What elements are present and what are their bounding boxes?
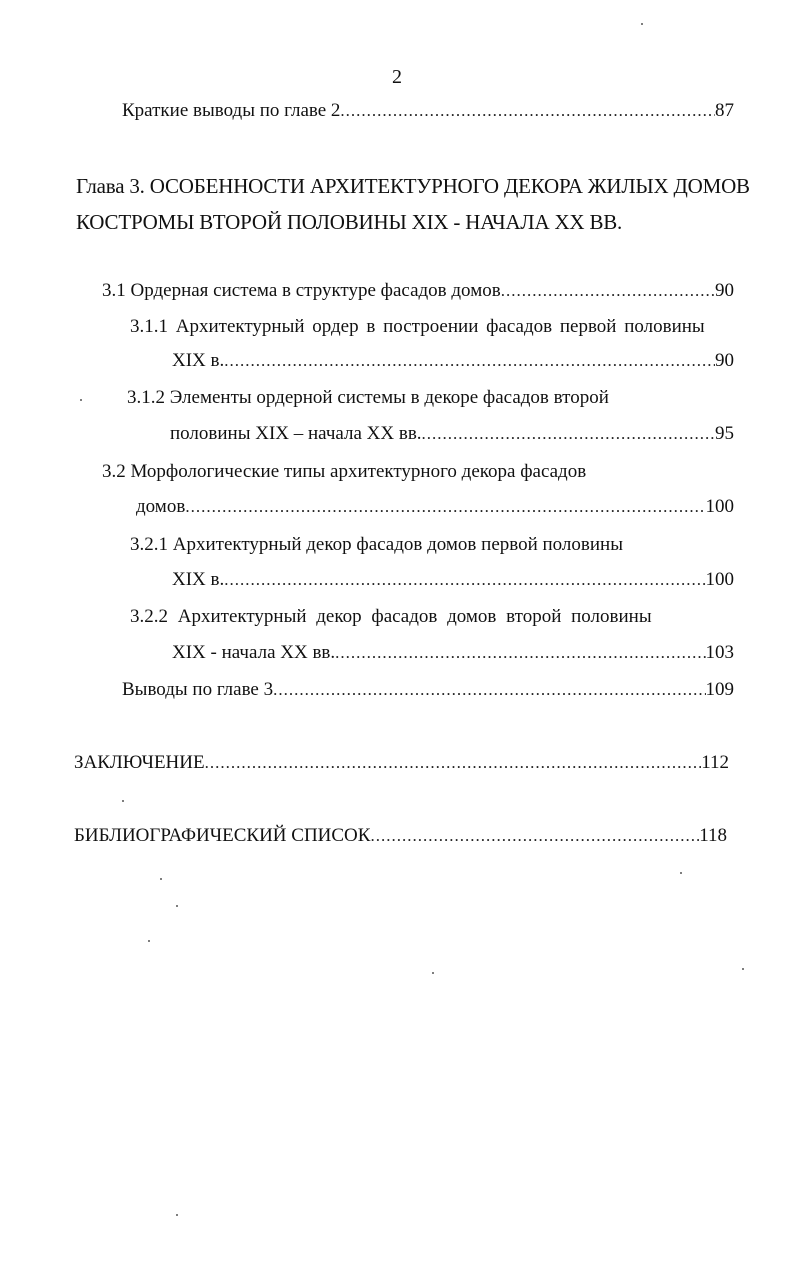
toc-entry-label: Выводы по главе 3 — [122, 679, 274, 700]
toc-entry-3-2-1-line1: 3.2.1 Архитектурный декор фасадов домов первой половины — [130, 534, 623, 555]
toc-entry-label: половины XIX – начала XX вв. — [170, 423, 422, 444]
toc-entry-3-1-1 — [172, 350, 734, 372]
scan-speck — [176, 905, 178, 907]
chapter-3-title-line2: КОСТРОМЫ ВТОРОЙ ПОЛОВИНЫ XIX - НАЧАЛА XX ВВ. — [76, 210, 623, 234]
toc-entry-label: XIX - начала XX вв. — [172, 642, 336, 663]
toc-entry-3-2 — [136, 496, 734, 518]
toc-entry-page: 112 — [701, 752, 729, 773]
scan-speck — [742, 968, 744, 970]
toc-entry-3-2-2-line1: 3.2.2 Архитектурный декор фасадов домов второй половины — [130, 606, 652, 627]
toc-entry-page: 90 — [715, 280, 734, 301]
dot-leader — [422, 423, 715, 445]
toc-entry-3-1-1-line1: 3.1.1 Архитектурный ордер в построении фасадов первой половины — [130, 316, 705, 337]
dot-leader — [340, 100, 715, 122]
toc-entry-label: 3.1 Ордерная система в структуре фасадов домов — [102, 280, 501, 301]
page-number: 2 — [392, 66, 402, 88]
scan-speck — [160, 878, 162, 880]
scan-speck — [432, 972, 434, 974]
scan-speck — [680, 872, 682, 874]
toc-entry-page: 109 — [705, 679, 734, 700]
scan-speck — [122, 800, 124, 802]
dot-leader — [273, 679, 705, 701]
toc-entry-label: XIX в. — [172, 569, 225, 590]
dot-leader — [205, 752, 702, 774]
dot-leader — [185, 496, 705, 518]
toc-entry-page: 90 — [715, 350, 734, 371]
toc-entry-page: 103 — [705, 642, 734, 663]
toc-entry-label: БИБЛИОГРАФИЧЕСКИЙ СПИСОК — [74, 825, 371, 846]
dot-leader — [501, 280, 715, 302]
dot-leader — [224, 350, 715, 372]
toc-entry-page: 118 — [699, 825, 727, 846]
toc-entry-3-2-1 — [172, 569, 734, 591]
toc-entry-conclusions-ch3 — [122, 679, 734, 701]
toc-entry-3-1 — [102, 280, 734, 302]
toc-entry-3-2-2 — [172, 642, 734, 664]
toc-entry-3-1-2-line1: 3.1.2 Элементы ордерной системы в декоре фасадов второй — [127, 387, 609, 408]
scan-speck — [176, 1214, 178, 1216]
chapter-3-title-line1: Глава 3. ОСОБЕННОСТИ АРХИТЕКТУРНОГО ДЕКОРА ЖИЛЫХ ДОМОВ — [76, 174, 750, 198]
scan-speck — [148, 940, 150, 942]
toc-entry-conclusion — [74, 752, 729, 774]
toc-entry-conclusions-ch2 — [122, 100, 734, 122]
toc-entry-label: Краткие выводы по главе 2 — [122, 100, 341, 121]
scan-speck — [80, 399, 82, 401]
dot-leader — [370, 825, 699, 847]
dot-leader — [335, 642, 705, 664]
toc-entry-3-1-2 — [170, 423, 734, 445]
toc-entry-label: XIX в. — [172, 350, 225, 371]
dot-leader — [224, 569, 705, 591]
toc-entry-page: 95 — [715, 423, 734, 444]
toc-entry-label: домов — [136, 496, 186, 517]
toc-entry-label: ЗАКЛЮЧЕНИЕ — [74, 752, 205, 773]
toc-entry-page: 100 — [705, 569, 734, 590]
toc-entry-bibliography — [74, 825, 727, 847]
toc-entry-page: 100 — [705, 496, 734, 517]
scan-speck — [641, 23, 643, 25]
toc-entry-page: 87 — [715, 100, 734, 121]
toc-entry-3-2-line1: 3.2 Морфологические типы архитектурного декора фасадов — [102, 461, 587, 482]
